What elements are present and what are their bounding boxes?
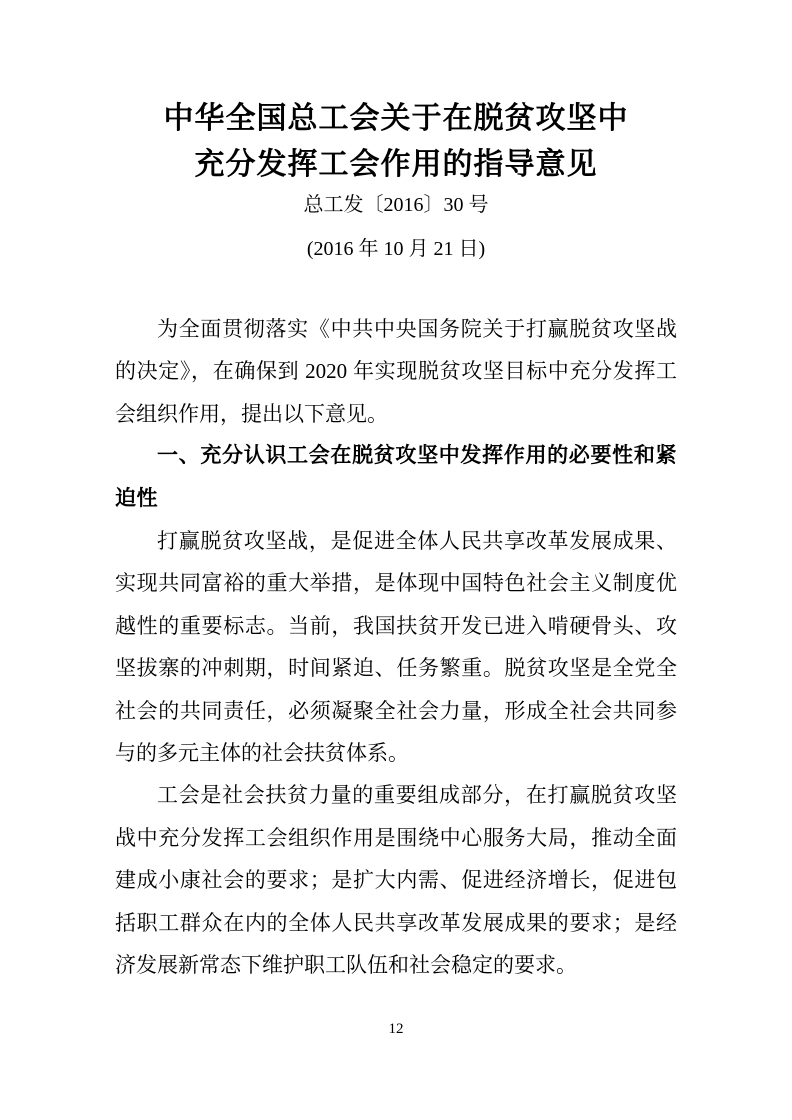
document-body — [115, 308, 677, 987]
document-date: (2016 年 10 月 21 日) — [306, 238, 486, 260]
document-title-line-1: 中华全国总工会关于在脱贫攻坚中 — [163, 102, 629, 135]
document-number: 总工发〔2016〕30 号 — [303, 194, 489, 216]
paragraph-body-1: 打赢脱贫攻坚战，是促进全体人民共享改革发展成果、实现共同富裕的重大举措，是体现中国特色社会主义制度优越性的重要标志。当前，我国扶贫开发已进入啃硬骨头、攻坚拔寨的冲刺期，时间紧迫、任务繁重。脱贫攻坚是全党全社会的共同责任，必须凝聚全社会力量，形成全社会共同参与的多元主体的社会扶贫体系。 — [115, 529, 677, 766]
section-heading-1: 一、充分认识工会在脱贫攻坚中发挥作用的必要性和紧迫性 — [115, 444, 677, 510]
page-number: 12 — [388, 1021, 404, 1037]
paragraph-body-2: 工会是社会扶贫力量的重要组成部分，在打赢脱贫攻坚战中充分发挥工会组织作用是围绕中心服务大局，推动全面建成小康社会的要求；是扩大内需、促进经济增长，促进包括职工群众在内的全体人民共享改革发展成果的要求；是经济发展新常态下维护职工队伍和社会稳定的要求。 — [115, 783, 677, 978]
document-title — [0, 0, 792, 188]
paragraph-intro: 为全面贯彻落实《中共中央国务院关于打赢脱贫攻坚战的决定》，在确保到 2020 年实现脱贫攻坚目标中充分发挥工会组织作用，提出以下意见。 — [115, 317, 677, 426]
document-title-line-2: 充分发挥工会作用的指导意见 — [194, 148, 598, 181]
